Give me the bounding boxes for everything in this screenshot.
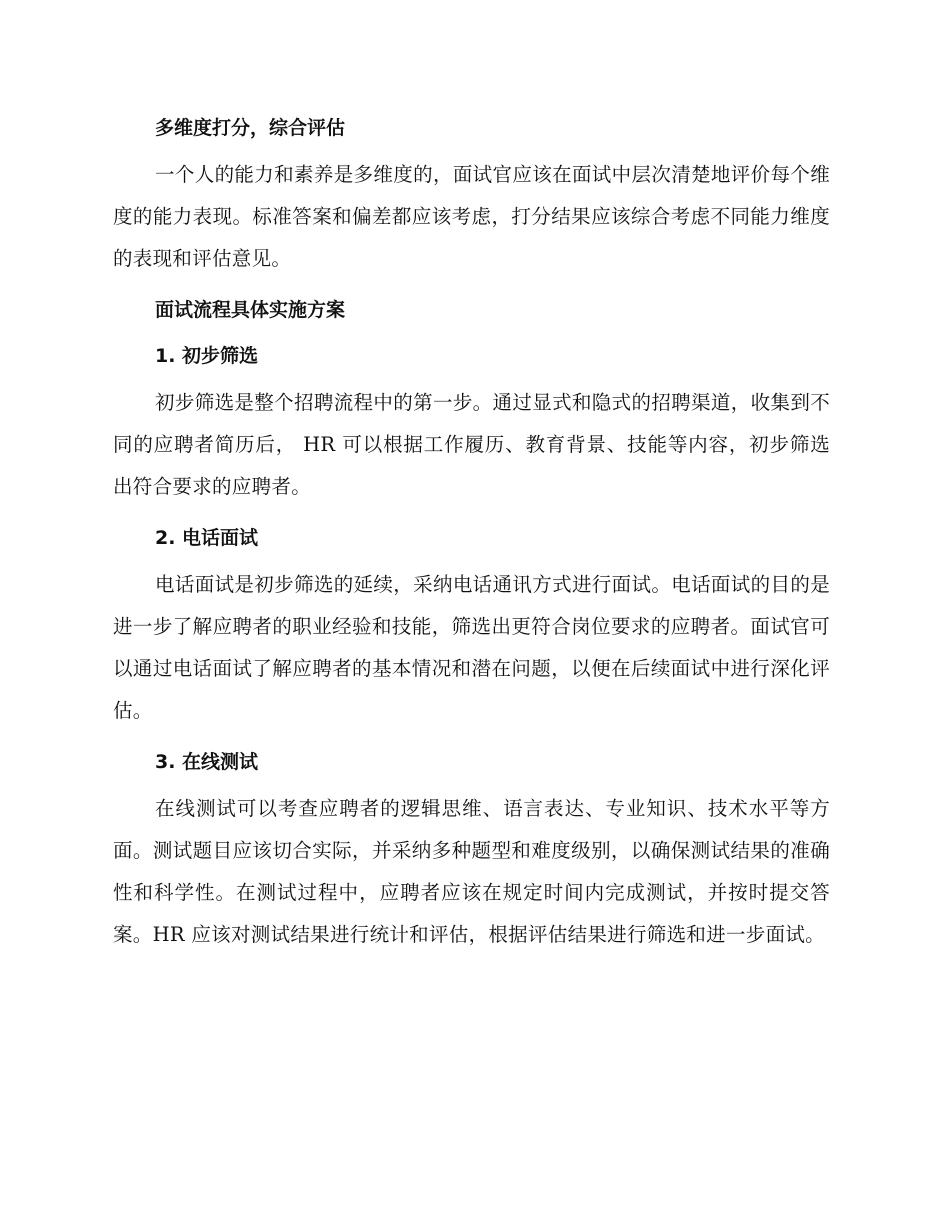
document-body <box>113 108 830 956</box>
section-heading-implementation-plan: 面试流程具体实施方案 <box>155 299 346 321</box>
section-paragraph-multidimensional-scoring: 一个人的能力和素养是多维度的，面试官应该在面试中层次清楚地评价每个维度的能力表现。标准答案和偏差都应该考虑，打分结果应该综合考虑不同能力维度的表现和评估意见。 <box>113 163 830 270</box>
section-heading-online-test: 3. 在线测试 <box>155 751 259 773</box>
section-paragraph-initial-screening: 初步筛选是整个招聘流程中的第一步。通过显式和隐式的招聘渠道，收集到不同的应聘者简历后， HR 可以根据工作履历、教育背景、技能等内容，初步筛选出符合要求的应聘者。 <box>113 391 830 498</box>
section-heading-initial-screening: 1. 初步筛选 <box>155 345 259 367</box>
section-heading-multidimensional-scoring: 多维度打分，综合评估 <box>155 117 346 139</box>
section-paragraph-phone-interview: 电话面试是初步筛选的延续，采纳电话通讯方式进行面试。电话面试的目的是进一步了解应聘者的职业经验和技能，筛选出更符合岗位要求的应聘者。面试官可以通过电话面试了解应聘者的基本情况和潜在问题，以便在后续面试中进行深化评估。 <box>113 573 830 722</box>
section-heading-phone-interview: 2. 电话面试 <box>155 527 259 549</box>
section-paragraph-online-test: 在线测试可以考查应聘者的逻辑思维、语言表达、专业知识、技术水平等方面。测试题目应该切合实际，并采纳多种题型和难度级别，以确保测试结果的准确性和科学性。在测试过程中，应聘者应该在规定时间内完成测试，并按时提交答案。HR 应该对测试结果进行统计和评估，根据评估结果进行筛选和进一步面试。 <box>113 797 830 946</box>
